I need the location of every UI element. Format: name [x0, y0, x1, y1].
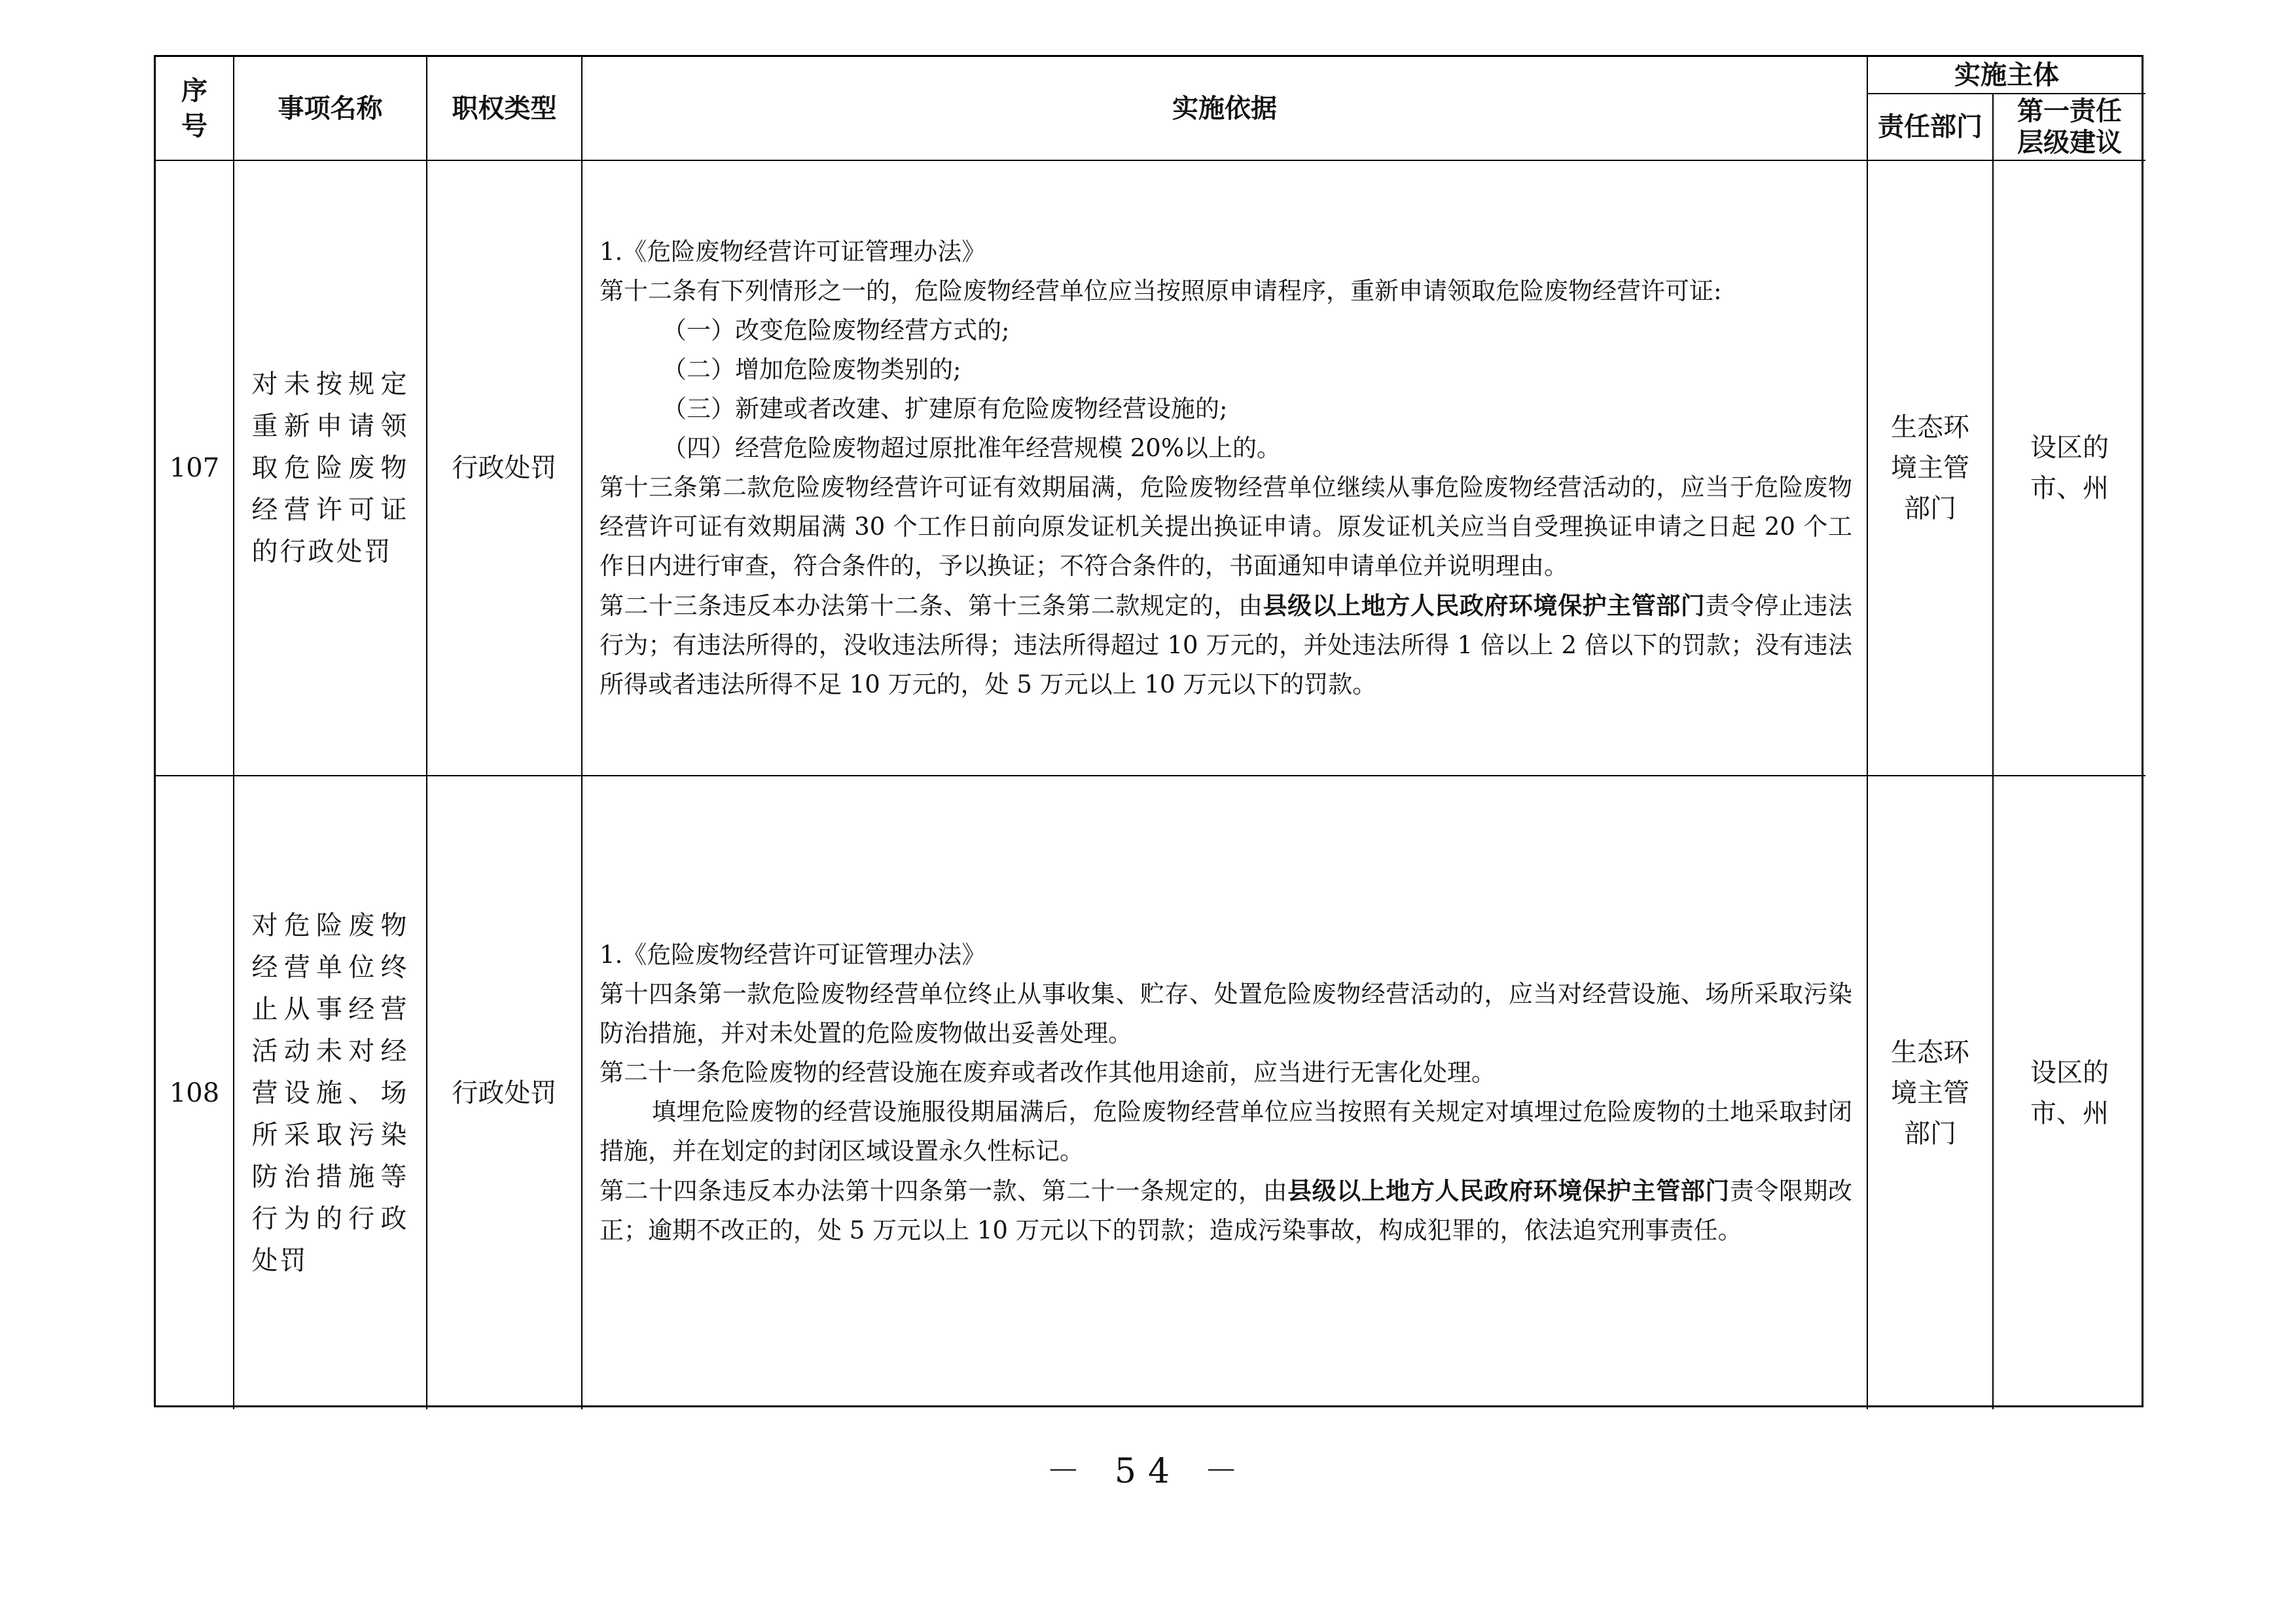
row-107-name: 对未按规定重新申请领取危险废物经营许可证的行政处罚 — [251, 369, 409, 567]
row-108-dept-cell — [1868, 776, 1994, 1409]
header-seq-bottom: 号 — [181, 110, 207, 141]
header-level-line2: 层级建议 — [2017, 127, 2122, 158]
header-dept: 责任部门 — [1868, 94, 1994, 161]
basis-authority: 县级以上地方人民政府环境保护主管部门 — [1287, 1176, 1730, 1205]
header-power-type: 职权类型 — [427, 57, 583, 161]
basis-text: 责令限期改正；逾期不改正的，处 5 万元以上 10 万元以下的罚款；造成污染事故，构成犯罪的，依法追究刑事责任。 — [600, 1177, 1853, 1244]
basis-line: 第二十一条危险废物的经营设施在废弃或者改作其他用途前，应当进行无害化处理。 — [600, 1058, 1496, 1087]
header-seq-top: 序 — [181, 75, 207, 106]
basis-clause: （三）新建或者改建、扩建原有危险废物经营设施的; — [662, 394, 1228, 423]
header-basis: 实施依据 — [583, 57, 1868, 161]
row-108-name-cell — [234, 776, 427, 1409]
permissions-table — [154, 55, 2144, 1407]
basis-authority: 县级以上地方人民政府环境保护主管部门 — [1263, 590, 1706, 620]
basis-line: 第十二条有下列情形之一的，危险废物经营单位应当按照原申请程序，重新申请领取危险废物经营许可证: — [600, 276, 1722, 305]
row-108-seq: 108 — [156, 776, 234, 1409]
row-108-level: 设区的市、州 — [2030, 1057, 2109, 1128]
row-108-type: 行政处罚 — [427, 776, 583, 1409]
basis-penalty — [600, 586, 1852, 704]
row-108-basis — [583, 776, 1868, 1409]
header-item-name: 事项名称 — [234, 57, 427, 161]
header-level — [1994, 94, 2145, 161]
row-108-level-cell — [1994, 776, 2145, 1409]
row-108-name: 对危险废物经营单位终止从事经营活动未对经营设施、场所采取污染防治措施等行为的行政处罚 — [251, 910, 409, 1276]
basis-clause: （一）改变危险废物经营方式的; — [662, 316, 1010, 344]
basis-text: 责令停止违法行为；有违法所得的，没收违法所得；违法所得超过 10 万元的，并处违法所得 1 倍以上 2 倍以下的罚款；没有违法所得或者违法所得不足 10 万元的，处 5 万元以上 10 万元以下的罚款。 — [600, 591, 1853, 698]
basis-line: 1.《危险废物经营许可证管理办法》 — [600, 237, 986, 266]
header-seq — [156, 57, 234, 161]
basis-line: 填埋危险废物的经营设施服役期届满后，危险废物经营单位应当按照有关规定对填埋过危险废物的土地采取封闭措施，并在划定的封闭区域设置永久性标记。 — [600, 1098, 1852, 1165]
basis-text: 第二十四条违反本办法第十四条第一款、第二十一条规定的，由 — [600, 1177, 1288, 1205]
row-107-dept: 生态环境主管部门 — [1891, 412, 1969, 524]
basis-penalty — [600, 1171, 1852, 1250]
row-107-level-cell — [1994, 161, 2145, 776]
row-107-seq: 107 — [156, 161, 234, 776]
row-108-dept: 生态环境主管部门 — [1891, 1037, 1969, 1149]
basis-line: 1.《危险废物经营许可证管理办法》 — [600, 941, 986, 969]
row-107-basis — [583, 161, 1868, 776]
basis-clause: （四）经营危险废物超过原批准年经营规模 20%以上的。 — [662, 433, 1281, 462]
row-107-dept-cell — [1868, 161, 1994, 776]
row-107-name-cell — [234, 161, 427, 776]
basis-line: 第十四条第一款危险废物经营单位终止从事收集、贮存、处置危险废物经营活动的，应当对经营设施、场所采取污染防治措施，并对未处置的危险废物做出妥善处理。 — [600, 980, 1852, 1047]
row-107-level: 设区的市、州 — [2030, 433, 2109, 503]
basis-clause: （二）增加危险废物类别的; — [662, 355, 961, 384]
header-subject: 实施主体 — [1868, 57, 2145, 94]
page-number: － 54 － — [1046, 1452, 1250, 1491]
basis-line: 第十三条第二款危险废物经营许可证有效期届满，危险废物经营单位继续从事危险废物经营活动的，应当于危险废物经营许可证有效期届满 30 个工作日前向原发证机关提出换证申请。原发证机关应当自受理换证申请之日起 20 个工作日内进行审查，符合条件的，予以换证；不符合条件的，书面通知申请单位并说明理由。 — [600, 473, 1852, 580]
basis-text: 第二十三条违反本办法第十二条、第十三条第二款规定的，由 — [600, 591, 1263, 620]
header-level-line1: 第一责任 — [2017, 96, 2122, 126]
row-107-type: 行政处罚 — [427, 161, 583, 776]
